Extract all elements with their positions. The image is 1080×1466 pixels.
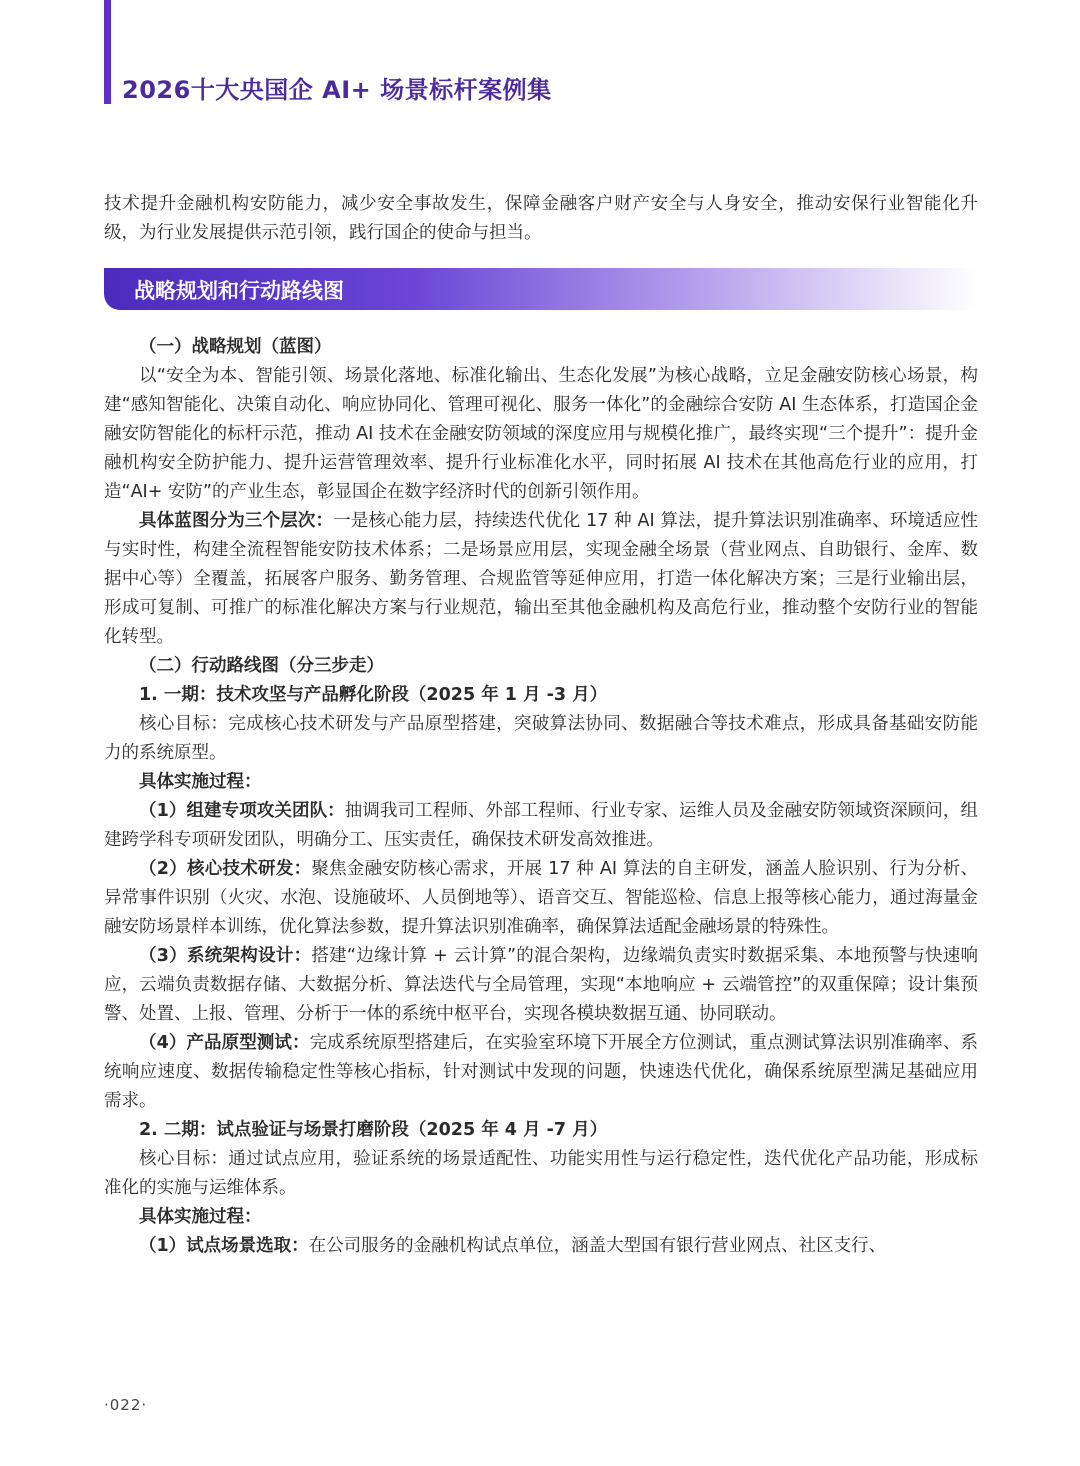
phase1-goal: 核心目标：完成核心技术研发与产品原型搭建，突破算法协同、数据融合等技术难点，形成具备基础安防能力的系统原型。	[104, 714, 978, 763]
phase2-goal: 核心目标：通过试点应用，验证系统的场景适配性、功能实用性与运行稳定性，迭代优化产品功能，形成标准化的实施与运维体系。	[104, 1149, 978, 1198]
phase1-item-3	[104, 942, 978, 1029]
phase1-process-label: 具体实施过程：	[139, 772, 262, 792]
subsection-heading-roadmap: （二）行动路线图（分三步走）	[139, 656, 384, 676]
blueprint-lead: 具体蓝图分为三个层次：	[139, 511, 334, 531]
subsection-heading-strategy: （一）战略规划（蓝图）	[139, 337, 332, 357]
phase2-heading: 2. 二期：试点验证与场景打磨阶段（2025 年 4 月 -7 月）	[139, 1120, 608, 1140]
page-number: ·022·	[104, 1396, 148, 1414]
phase1-item-2-text: 聚焦金融安防核心需求，开展 17 种 AI 算法的自主研发，涵盖人脸识别、行为分析、异常事件识别（火灾、水泡、设施破坏、人员倒地等）、语音交互、智能巡检、信息上报等核心能力，通过海量金融安防场景样本训练，优化算法参数，提升算法识别准确率，确保算法适配金融场景的特殊性。	[104, 859, 978, 937]
phase2-item-1-text: 在公司服务的金融机构试点单位，涵盖大型国有银行营业网点、社区支行、	[308, 1236, 887, 1256]
phase1-item-3-text: 搭建“边缘计算 + 云计算”的混合架构，边缘端负责实时数据采集、本地预警与快速响应，云端负责数据存储、大数据分析、算法迭代与全局管理，实现“本地响应 + 云端管控”的双重保障；设计集预警、处置、上报、管理、分析于一体的系统中枢平台，实现各模块数据互通、协同联动。	[104, 946, 978, 1024]
phase1-item-3-lead: （3）系统架构设计：	[139, 946, 312, 966]
blueprint-paragraph	[104, 507, 978, 652]
intro-paragraph: 技术提升金融机构安防能力，减少安全事故发生，保障金融客户财产安全与人身安全，推动安保行业智能化升级，为行业发展提供示范引领，践行国企的使命与担当。	[104, 194, 978, 243]
phase1-item-1-lead: （1）组建专项攻关团队：	[139, 801, 345, 821]
header-accent-bar	[104, 0, 111, 104]
phase1-heading: 1. 一期：技术攻坚与产品孵化阶段（2025 年 1 月 -3 月）	[139, 685, 608, 705]
phase1-item-1-text: 抽调我司工程师、外部工程师、行业专家、运维人员及金融安防领域资深顾问，组建跨学科专项研发团队，明确分工、压实责任，确保技术研发高效推进。	[104, 801, 978, 850]
blueprint-text: 一是核心能力层，持续迭代优化 17 种 AI 算法，提升算法识别准确率、环境适应性与实时性，构建全流程智能安防技术体系；二是场景应用层，实现金融全场景（营业网点、自助银行、金库、数据中心等）全覆盖，拓展客户服务、勤务管理、合规监管等延伸应用，打造一体化解决方案；三是行业输出层，形成可复制、可推广的标准化解决方案与行业规范，输出至其他金融机构及高危行业，推动整个安防行业的智能化转型。	[104, 511, 978, 647]
phase1-item-1	[104, 797, 978, 855]
phase1-item-2	[104, 855, 978, 942]
phase2-item-1-lead: （1）试点场景选取：	[139, 1236, 309, 1256]
phase1-item-4-lead: （4）产品原型测试：	[139, 1033, 310, 1053]
section-title: 战略规划和行动路线图	[134, 279, 344, 303]
phase1-item-4-text: 完成系统原型搭建后，在实验室环境下开展全方位测试，重点测试算法识别准确率、系统响应速度、数据传输稳定性等核心指标，针对测试中发现的问题，快速迭代优化，确保系统原型满足基础应用需求。	[104, 1033, 978, 1111]
phase1-item-2-lead: （2）核心技术研发：	[139, 859, 312, 879]
main-content	[104, 333, 978, 1261]
section-banner	[104, 268, 978, 310]
strategy-paragraph: 以“安全为本、智能引领、场景化落地、标准化输出、生态化发展”为核心战略，立足金融安防核心场景，构建“感知智能化、决策自动化、响应协同化、管理可视化、服务一体化”的金融综合安防 AI 生态体系，打造国企金融安防智能化的标杆示范，推动 AI 技术在金融安防领域的深度应用与规模化推广，最终实现“三个提升”：提升金融机构安全防护能力、提升运营管理效率、提升行业标准化水平，同时拓展 AI 技术在其他高危行业的应用，打造“AI+ 安防”的产业生态，彰显国企在数字经济时代的创新引领作用。	[104, 366, 978, 502]
phase2-process-label: 具体实施过程：	[139, 1207, 262, 1227]
phase1-item-4	[104, 1029, 978, 1116]
phase2-item-1	[104, 1232, 978, 1261]
document-header-title: 2026十大央国企 AI+ 场景标杆案例集	[122, 76, 552, 104]
